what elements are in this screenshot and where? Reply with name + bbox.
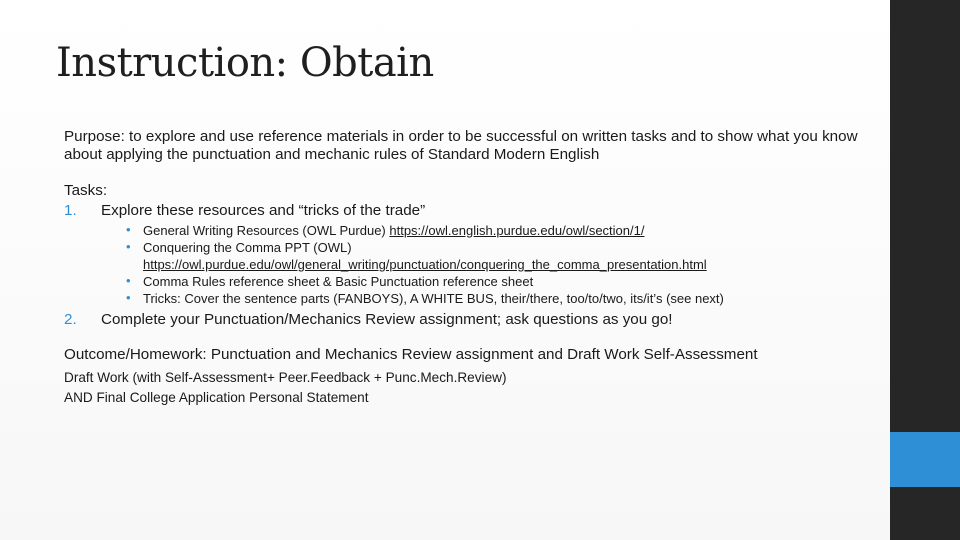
bullet-icon: • <box>126 290 131 305</box>
resource-text: Tricks: Cover the sentence parts (FANBOYS), A WHITE BUS, their/there, too/to/two, its/it’s (see next) <box>143 291 724 306</box>
resource-item <box>101 273 876 290</box>
slide-content <box>64 128 876 408</box>
bullet-icon: • <box>126 239 131 254</box>
resource-list <box>101 222 876 307</box>
accent-block <box>890 432 960 487</box>
task-text: Complete your Punctuation/Mechanics Review assignment; ask questions as you go! <box>101 311 673 328</box>
tasks-list <box>64 202 876 329</box>
task-item-1 <box>64 202 876 307</box>
right-sidebar <box>890 0 960 540</box>
task-item-2 <box>64 311 876 329</box>
resource-text: Conquering the Comma PPT (OWL) <box>143 240 352 255</box>
purpose-text: Purpose: to explore and use reference materials in order to be successful on written tasks and to show what you know about applying the punctuation and mechanic rules of Standard Modern English <box>64 128 858 163</box>
tasks-label: Tasks: <box>64 182 108 199</box>
bullet-icon: • <box>126 273 131 288</box>
resource-item <box>101 239 876 273</box>
slide-title: Instruction: Obtain <box>56 40 434 86</box>
task-number: 2. <box>64 311 77 328</box>
resource-item <box>101 290 876 307</box>
resource-text: Comma Rules reference sheet & Basic Punctuation reference sheet <box>143 274 534 289</box>
resource-text: General Writing Resources (OWL Purdue) <box>143 223 390 238</box>
task-number: 1. <box>64 202 77 219</box>
bullet-icon: • <box>126 222 131 237</box>
draft-work-text <box>64 368 876 408</box>
resource-link[interactable]: https://owl.purdue.edu/owl/general_writing/punctuation/conquering_the_comma_presentation.html <box>143 257 707 272</box>
resource-item <box>101 222 876 239</box>
task-text: Explore these resources and “tricks of the trade” <box>101 202 426 219</box>
draft-line-1: Draft Work (with Self-Assessment+ Peer.Feedback + Punc.Mech.Review) <box>64 370 507 385</box>
draft-line-2: AND Final College Application Personal Statement <box>64 390 369 405</box>
outcome-text: Outcome/Homework: Punctuation and Mechanics Review assignment and Draft Work Self-Assessment <box>64 346 758 363</box>
resource-link[interactable]: https://owl.english.purdue.edu/owl/section/1/ <box>389 223 645 238</box>
